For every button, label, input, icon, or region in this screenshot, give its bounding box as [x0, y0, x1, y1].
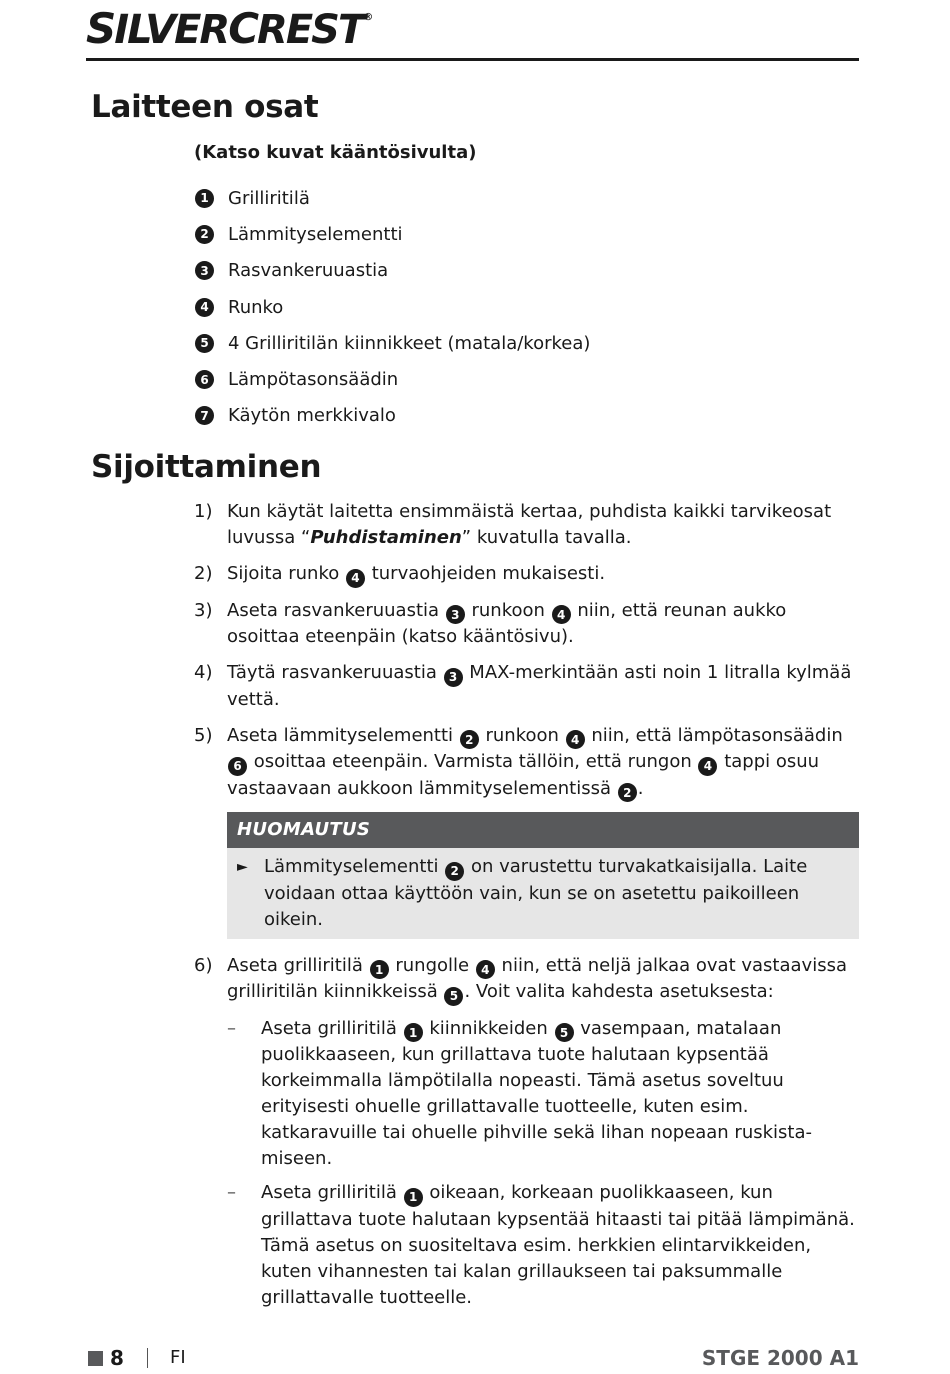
number-badge: 4	[552, 605, 571, 624]
section-title-parts: Laitteen osat	[91, 89, 319, 125]
list-item: 3 Rasvankeruuastia	[194, 253, 590, 289]
number-badge: 2	[445, 862, 464, 881]
step-4: 4) Täytä rasvankeruuastia 3 MAX-merkintään asti noin 1 litralla kylmää vettä.	[194, 662, 852, 710]
list-item: 6 Lämpötasonsäädin	[194, 361, 590, 397]
number-badge: 2	[195, 225, 214, 244]
number-badge: 4	[566, 730, 585, 749]
list-item: 7 Käytön merkkivalo	[194, 398, 590, 434]
step-3: 3) Aseta rasvankeruuastia 3 runkoon 4 niin, että reunan aukko osoittaa eteenpäin (katso kääntösivu).	[194, 599, 787, 647]
note-box	[227, 812, 859, 939]
number-badge: 1	[404, 1188, 423, 1207]
divider	[147, 1348, 148, 1368]
arrow-icon: ►	[237, 859, 248, 875]
number-badge: 5	[555, 1023, 574, 1042]
step-5: 5) Aseta lämmityselementti 2 runkoon 4 niin, että lämpötasonsäädin 6 osoittaa eteenpäin. Varmista tällöin, että rungon 4 tappi osuu vastaavaan aukkoon lämmityselementissä 2 .	[194, 723, 859, 803]
section-subtitle: (Katso kuvat kääntösivulta)	[194, 142, 477, 163]
number-badge: 3	[446, 605, 465, 624]
list-item: 5 4 Grilliritilän kiinnikkeet (matala/korkea)	[194, 325, 590, 361]
note-title: HUOMAUTUS	[227, 812, 859, 848]
step-1: 1) Kun käytät laitetta ensimmäistä kertaa, puhdista kaikki tarvikeosat luvussa “Puhdistaminen” kuvatulla tavalla.	[194, 501, 832, 548]
number-badge: 5	[195, 334, 214, 353]
list-item: 4 Runko	[194, 289, 590, 325]
option-high: – Aseta grilliritilä 1 oikeaan, korkeaan puolikkaaseen, kun grillattava tuote halutaan kypsentää hitaasti tai pitää lämpimänä. Tämä asetus on suositeltava esim. herkkien elintarvikkeiden, kuten vihannesten tai kalan grillaukseen tai paksummalle grillattavalle tuotteelle.	[227, 1182, 855, 1308]
option-low: – Aseta grilliritilä 1 kiinnikkeiden 5 vasempaan, matalaan puolikkaaseen, kun grillattava tuote halutaan kypsentää korkeimmalla lämpötilalla nopeasti. Tämä asetus soveltuu erityisesti ohuelle grillattavalle tuotteelle, kuten esim. katkaravuille tai ohuelle pihville sekä lihan nopeaan ruskistamiseen.	[227, 1017, 812, 1169]
number-badge: 2	[460, 730, 479, 749]
number-badge: 7	[195, 406, 214, 425]
number-badge: 3	[195, 261, 214, 280]
number-badge: 3	[444, 668, 463, 687]
number-badge: 1	[195, 189, 214, 208]
number-badge: 1	[404, 1023, 423, 1042]
language-code: FI	[170, 1347, 186, 1368]
number-badge: 6	[195, 370, 214, 389]
number-badge: 1	[370, 960, 389, 979]
header-rule	[86, 58, 859, 61]
steps-list	[194, 499, 859, 1319]
page-number: 8	[110, 1346, 124, 1370]
number-badge: 5	[444, 987, 463, 1006]
step-2: 2) Sijoita runko 4 turvaohjeiden mukaisesti.	[194, 561, 859, 588]
square-marker-icon	[88, 1351, 103, 1366]
model-number: STGE 2000 A1	[701, 1346, 859, 1370]
number-badge: 4	[195, 298, 214, 317]
step-6: 6) Aseta grilliritilä 1 rungolle 4 niin, että neljä jalkaa ovat vastaavissa grilliritilän kiinnikkeissä 5 . Voit valita kahdesta asetuksesta:	[194, 953, 859, 1006]
list-item: 2 Lämmityselementti	[194, 216, 590, 252]
number-badge: 2	[618, 783, 637, 802]
number-badge: 6	[228, 757, 247, 776]
cross-reference: Puhdistaminen	[310, 527, 462, 548]
number-badge: 4	[476, 960, 495, 979]
note-text: Lämmityselementti 2 on varustettu turvakatkaisijalla. Laite voidaan ottaa käyttöön vain, kun se on asetettu paikoilleen oikein.	[264, 856, 808, 930]
section-title-placement: Sijoittaminen	[91, 449, 322, 485]
number-badge: 4	[346, 569, 365, 588]
number-badge: 4	[698, 757, 717, 776]
brand-logo: SILVERCREST®	[86, 4, 374, 53]
list-item: 1 Grilliritilä	[194, 180, 590, 216]
page-footer	[86, 1346, 859, 1374]
parts-list	[194, 180, 590, 434]
